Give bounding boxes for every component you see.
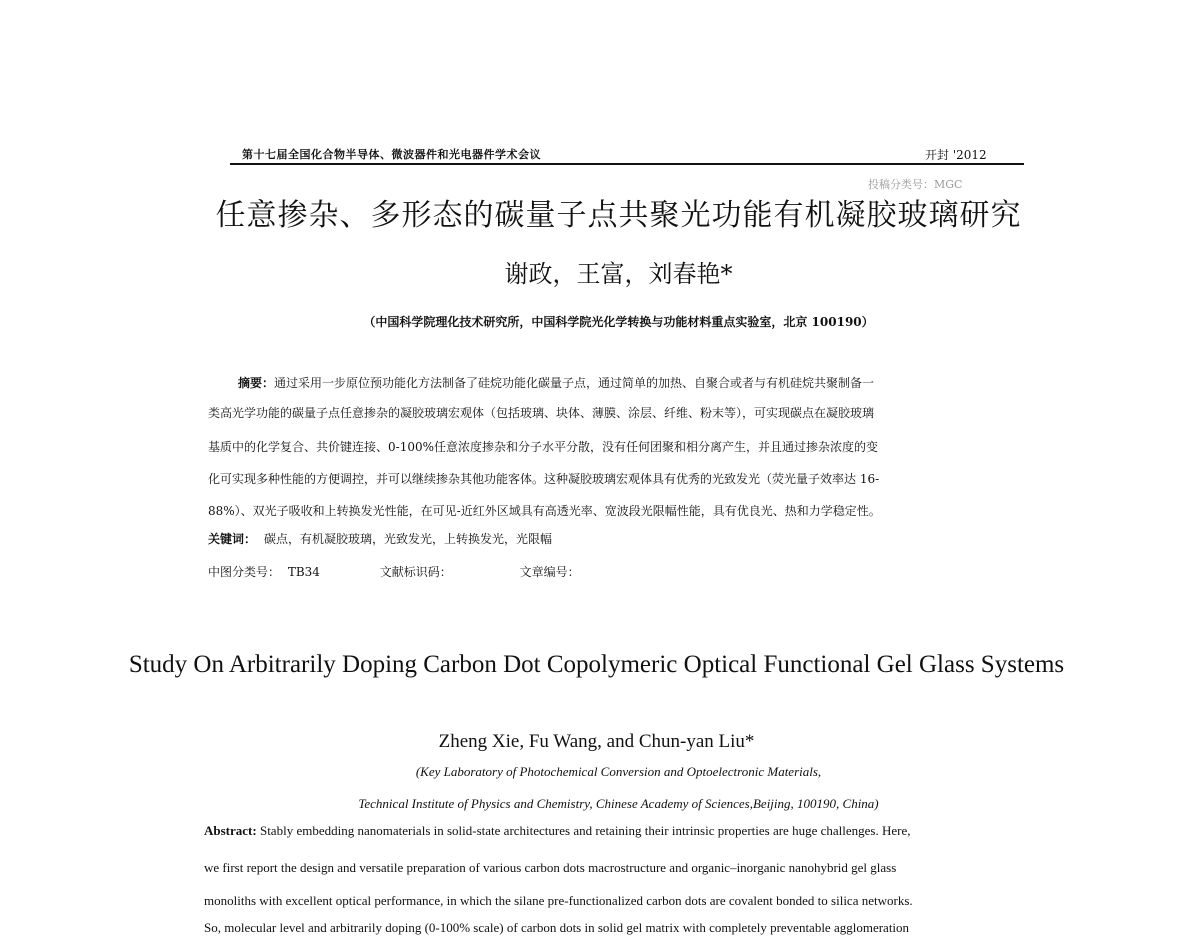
affiliation-en-line: Technical Institute of Physics and Chemistry, Chinese Academy of Sciences,Beijing, 100190, China) bbox=[358, 796, 879, 811]
clc-label: 中图分类号： bbox=[208, 565, 281, 579]
abstract-en-line: Abstract: Stably embedding nanomaterials in solid-state architectures and retaining their intrinsic properties are huge challenges. Here, bbox=[204, 823, 911, 838]
clc-value: TB34 bbox=[287, 565, 320, 579]
conference-header: 第十七届全国化合物半导体、微波器件和光电器件学术会议 bbox=[242, 148, 541, 161]
affiliation-cn: （中国科学院理化技术研究所，中国科学院光化学转换与功能材料重点实验室，北京 100190） bbox=[363, 315, 874, 329]
keywords-cn-text: 碳点，有机凝胶玻璃，光致发光，上转换发光，光限幅 bbox=[264, 532, 553, 546]
classification-line bbox=[208, 563, 580, 580]
affiliation-en-line: (Key Laboratory of Photochemical Conversion and Optoelectronic Materials, bbox=[415, 764, 822, 779]
abstract-cn-line: 基质中的化学复合、共价键连接、0-100%任意浓度掺杂和分子水平分散，没有任何团聚和相分离产生，并且通过掺杂浓度的变 bbox=[208, 440, 879, 454]
abstract-cn-line: 摘要：通过采用一步原位预功能化方法制备了硅烷功能化碳量子点，通过简单的加热、自聚合或者与有机硅烷共聚制备一 bbox=[238, 376, 875, 390]
header-rule bbox=[230, 163, 1024, 165]
page-title-en: Study On Arbitrarily Doping Carbon Dot Copolymeric Optical Functional Gel Glass Systems bbox=[128, 651, 1065, 678]
abstract-en-line: we first report the design and versatile preparation of various carbon dots macrostructure and organic–inorganic nanohybrid gel glass bbox=[204, 860, 897, 875]
abstract-en-line: monoliths with excellent optical performance, in which the silane pre-functionalized carbon dots are covalent bonded to silica networks. bbox=[204, 893, 913, 908]
doc-code-label: 文献标识码： bbox=[379, 565, 452, 579]
abstract-cn-line: 88%）、双光子吸收和上转换发光性能，在可见-近红外区域具有高透光率、宽波段光限幅性能，具有优良光、热和力学稳定性。 bbox=[208, 504, 881, 518]
abstract-cn-line: 类高光学功能的碳量子点任意掺杂的凝胶玻璃宏观体（包括玻璃、块体、薄膜、涂层、纤维、粉末等），可实现碳点在凝胶玻璃 bbox=[208, 406, 875, 420]
page-title-cn: 任意掺杂、多形态的碳量子点共聚光功能有机凝胶玻璃研究 bbox=[215, 198, 1022, 233]
abstract-en-label: Abstract: bbox=[204, 823, 257, 838]
submission-class-code: 投稿分类号：MGC bbox=[868, 178, 963, 191]
authors-en: Zheng Xie, Fu Wang, and Chun-yan Liu* bbox=[438, 731, 755, 752]
keywords-cn-label: 关键词： bbox=[208, 532, 257, 546]
keywords-cn bbox=[208, 530, 552, 547]
abstract-cn-label: 摘要： bbox=[238, 376, 275, 390]
conference-location-year: 开封 '2012 bbox=[925, 148, 987, 162]
authors-cn: 谢政，王富，刘春艳* bbox=[504, 260, 733, 288]
abstract-cn-line: 化可实现多种性能的方便调控，并可以继续掺杂其他功能客体。这种凝胶玻璃宏观体具有优秀的光致发光（荧光量子效率达 16- bbox=[208, 472, 880, 486]
article-no-label: 文章编号： bbox=[519, 565, 580, 579]
abstract-en-line: So, molecular level and arbitrarily doping (0-100% scale) of carbon dots in solid gel matrix with completely preventable agglomeration bbox=[204, 920, 910, 935]
